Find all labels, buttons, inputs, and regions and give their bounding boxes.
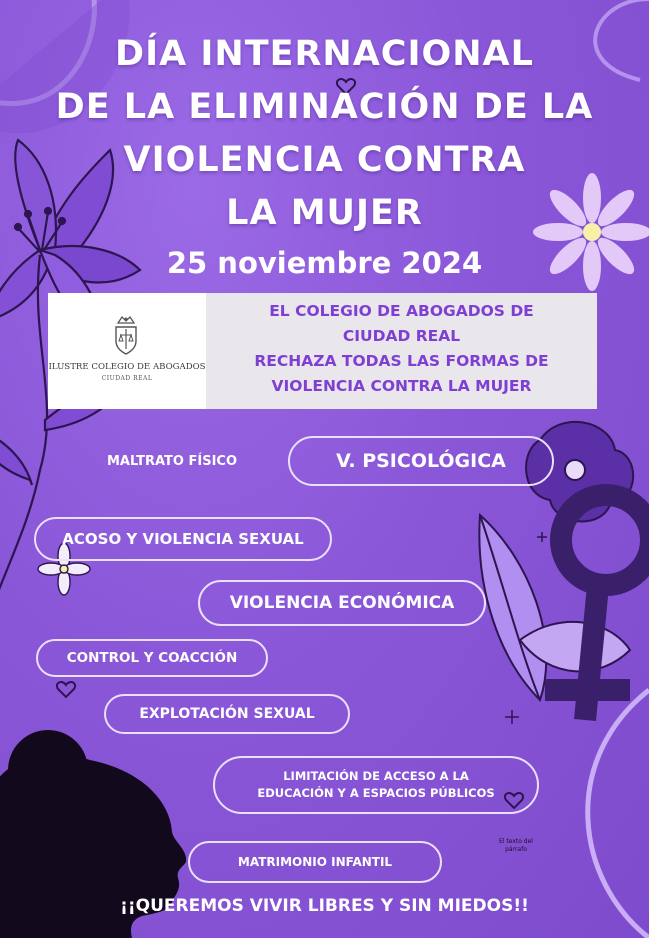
pill-label: ACOSO Y VIOLENCIA SEXUAL xyxy=(62,530,304,548)
placeholder-caption xyxy=(488,838,544,854)
pill-violencia-economica xyxy=(198,580,486,626)
banner-line-3: RECHAZA TODAS LAS FORMAS DE xyxy=(254,352,549,370)
event-date: 25 noviembre 2024 xyxy=(166,246,483,280)
page-title-line-1: DÍA INTERNACIONAL xyxy=(115,34,534,74)
pill-label: EXPLOTACIÓN SEXUAL xyxy=(139,706,315,722)
page-title-line-3: VIOLENCIA CONTRA xyxy=(123,140,526,180)
caption-line-1: El texto del xyxy=(499,838,533,845)
heart-icon xyxy=(57,682,75,697)
banner-line-2: CIUDAD REAL xyxy=(342,327,461,345)
crown-shield-icon xyxy=(110,315,142,355)
pill-explotacion-sexual xyxy=(104,694,350,734)
page-title-line-4: LA MUJER xyxy=(226,193,423,233)
pill-maltrato-fisico xyxy=(58,436,286,486)
banner-line-1: EL COLEGIO DE ABOGADOS DE xyxy=(269,302,534,320)
pill-label-line-2: EDUCACIÓN Y A ESPACIOS PÚBLICOS xyxy=(257,786,495,800)
statement-banner xyxy=(48,293,597,409)
pill-label: CONTROL Y COACCIÓN xyxy=(66,650,238,666)
pill-label: VIOLENCIA ECONÓMICA xyxy=(229,593,455,613)
page-title-line-2: DE LA ELIMINACIÓN DE LA xyxy=(55,87,594,127)
pill-label: V. PSICOLÓGICA xyxy=(336,450,506,472)
slogan: ¡¡QUEREMOS VIVIR LIBRES Y SIN MIEDOS!! xyxy=(120,896,529,916)
pill-label: MALTRATO FÍSICO xyxy=(106,453,237,469)
pill-label: MATRIMONIO INFANTIL xyxy=(237,855,393,869)
pill-limitacion-acceso xyxy=(213,756,539,814)
logo-city: CIUDAD REAL xyxy=(101,375,153,382)
pill-acoso-violencia-sexual xyxy=(34,517,332,561)
banner-statement xyxy=(206,299,597,399)
venus-symbol-icon xyxy=(545,495,649,720)
pill-violencia-psicologica xyxy=(288,436,554,486)
pill-label-line-1: LIMITACIÓN DE ACCESO A LA xyxy=(283,769,469,783)
pill-matrimonio-infantil xyxy=(188,841,442,883)
banner-line-4: VIOLENCIA CONTRA LA MUJER xyxy=(271,377,532,395)
caption-line-2: párrafo xyxy=(505,846,527,853)
bar-association-logo xyxy=(48,293,206,409)
pill-control-coaccion xyxy=(36,639,268,677)
logo-name: ILUSTRE COLEGIO DE ABOGADOS xyxy=(48,362,206,372)
